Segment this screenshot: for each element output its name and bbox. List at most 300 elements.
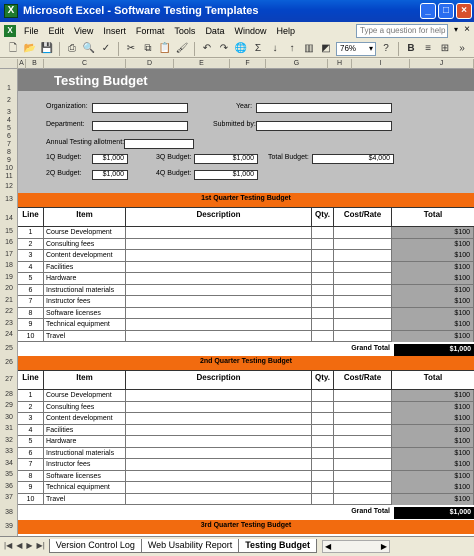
cost-rate-cell[interactable] xyxy=(334,262,392,273)
table-row[interactable] xyxy=(18,482,474,494)
cost-rate-cell[interactable] xyxy=(334,402,392,413)
line-cell[interactable]: 3 xyxy=(18,250,44,261)
column-header-a[interactable]: A xyxy=(18,59,26,69)
cost-rate-cell[interactable] xyxy=(334,448,392,459)
row-header[interactable]: 38 xyxy=(5,509,13,516)
description-cell[interactable] xyxy=(126,425,312,436)
total-cell[interactable]: $100 xyxy=(392,296,474,307)
total-cell[interactable]: $100 xyxy=(392,413,474,424)
total-cell[interactable]: $100 xyxy=(392,273,474,284)
q1-section-title: 1st Quarter Testing Budget xyxy=(201,195,291,202)
total-cell[interactable]: $100 xyxy=(392,482,474,493)
minimize-button[interactable]: _ xyxy=(420,3,436,19)
q1-budget-field[interactable]: $1,000 xyxy=(92,154,128,164)
row-header[interactable]: 16 xyxy=(5,239,13,246)
cost-rate-cell[interactable] xyxy=(334,331,392,342)
table-row[interactable] xyxy=(18,331,474,343)
qty-cell[interactable] xyxy=(312,402,334,413)
row-header[interactable]: 29 xyxy=(5,402,13,409)
row-header[interactable]: 13 xyxy=(5,196,13,203)
total-cell[interactable]: $100 xyxy=(392,285,474,296)
q2-section-band xyxy=(18,356,474,370)
excel-icon: X xyxy=(4,4,18,18)
description-cell[interactable] xyxy=(126,471,312,482)
undo-icon[interactable]: ↶ xyxy=(202,42,212,54)
first-sheet-icon[interactable]: |◀ xyxy=(4,541,13,550)
toolbar-separator xyxy=(194,42,195,56)
cost-rate-column-header: Cost/Rate xyxy=(334,208,392,226)
line-cell[interactable]: 6 xyxy=(18,285,44,296)
sort-ascending-icon[interactable]: ↓ xyxy=(272,42,278,54)
column-header-b[interactable]: B xyxy=(26,59,44,69)
item-cell[interactable]: Hardware xyxy=(44,436,126,447)
grand-total-label: Grand Total xyxy=(351,345,390,352)
qty-cell[interactable] xyxy=(312,262,334,273)
total-budget-label: Total Budget: xyxy=(268,154,309,161)
qty-column-header: Qty. xyxy=(312,208,334,226)
grand-total-value[interactable]: $1,000 xyxy=(394,507,474,519)
year-label: Year: xyxy=(236,103,253,110)
table-row[interactable] xyxy=(18,402,474,414)
line-cell[interactable]: 4 xyxy=(18,425,44,436)
qty-cell[interactable] xyxy=(312,459,334,470)
qty-cell[interactable] xyxy=(312,227,334,238)
menu-bar xyxy=(0,22,474,40)
table-row[interactable] xyxy=(18,459,474,471)
table-row[interactable] xyxy=(18,227,474,239)
item-cell[interactable]: Hardware xyxy=(44,273,126,284)
line-cell[interactable]: 1 xyxy=(18,227,44,238)
table-row[interactable] xyxy=(18,494,474,506)
spelling-icon[interactable]: ✓ xyxy=(101,42,111,54)
previous-sheet-icon[interactable]: ◀ xyxy=(16,541,23,550)
line-cell[interactable]: 6 xyxy=(18,448,44,459)
table-row[interactable] xyxy=(18,413,474,425)
workbook-close-icon[interactable]: × xyxy=(464,24,470,35)
menu-data[interactable]: Data xyxy=(205,26,225,36)
description-cell[interactable] xyxy=(126,308,312,319)
zoom-select[interactable]: 76% ▾ xyxy=(336,42,376,56)
title-bar xyxy=(0,0,474,22)
q2-section-title: 2nd Quarter Testing Budget xyxy=(199,358,293,365)
tab-web-usability-report[interactable]: Web Usability Report xyxy=(141,539,239,553)
q4-budget-field[interactable]: $1,000 xyxy=(194,170,258,180)
workbook-icon[interactable]: X xyxy=(4,25,16,37)
menu-window[interactable]: Window xyxy=(234,26,267,36)
chart-wizard-icon[interactable]: ▥ xyxy=(304,42,314,54)
select-all-corner[interactable] xyxy=(0,59,18,69)
row-header[interactable]: 6 xyxy=(7,133,11,140)
description-column-header: Description xyxy=(126,371,312,389)
row-header[interactable]: 8 xyxy=(7,149,11,156)
q3-budget-field[interactable]: $1,000 xyxy=(194,154,258,164)
row-header[interactable]: 10 xyxy=(5,165,13,172)
menu-edit[interactable]: Edit xyxy=(48,26,65,36)
cost-rate-column-header: Cost/Rate xyxy=(334,371,392,389)
cost-rate-cell[interactable] xyxy=(334,471,392,482)
column-header-i[interactable]: I xyxy=(352,59,410,69)
line-cell[interactable]: 5 xyxy=(18,273,44,284)
description-column-header: Description xyxy=(126,208,312,226)
line-cell[interactable]: 4 xyxy=(18,262,44,273)
column-header-g[interactable]: G xyxy=(266,59,328,69)
item-cell[interactable]: Course Development xyxy=(44,227,126,238)
q3-budget-label: 3Q Budget: xyxy=(156,154,192,161)
row-header[interactable]: 7 xyxy=(7,141,11,148)
qty-cell[interactable] xyxy=(312,239,334,250)
total-budget-field[interactable]: $4,000 xyxy=(312,154,394,164)
row-header[interactable]: 15 xyxy=(5,228,13,235)
table-row[interactable] xyxy=(18,262,474,274)
row-header[interactable]: 28 xyxy=(5,391,13,398)
table-row[interactable] xyxy=(18,471,474,483)
item-cell[interactable]: Instructor fees xyxy=(44,296,126,307)
column-header-f[interactable]: F xyxy=(230,59,266,69)
qty-cell[interactable] xyxy=(312,425,334,436)
item-cell[interactable]: Instructor fees xyxy=(44,459,126,470)
q2-table-header xyxy=(18,370,474,390)
qty-cell[interactable] xyxy=(312,413,334,424)
line-cell[interactable]: 2 xyxy=(18,239,44,250)
qty-cell[interactable] xyxy=(312,494,334,505)
open-icon[interactable]: 📂 xyxy=(23,42,37,54)
description-cell[interactable] xyxy=(126,239,312,250)
sheet-title: Testing Budget xyxy=(54,73,148,88)
cost-rate-cell[interactable] xyxy=(334,482,392,493)
cost-rate-cell[interactable] xyxy=(334,296,392,307)
line-cell[interactable]: 8 xyxy=(18,471,44,482)
department-field[interactable] xyxy=(92,121,188,131)
item-cell[interactable]: Technical equipment xyxy=(44,319,126,330)
qty-cell[interactable] xyxy=(312,436,334,447)
toolbar-separator xyxy=(118,42,119,56)
q1-budget-label: 1Q Budget: xyxy=(46,154,82,161)
row-header[interactable]: 12 xyxy=(5,183,13,190)
cost-rate-cell[interactable] xyxy=(334,227,392,238)
organization-field[interactable] xyxy=(92,103,188,113)
row-header[interactable]: 25 xyxy=(5,345,13,352)
row-header[interactable]: 4 xyxy=(7,117,11,124)
help-icon[interactable]: ? xyxy=(383,42,389,54)
row-header[interactable]: 33 xyxy=(5,448,13,455)
description-cell[interactable] xyxy=(126,448,312,459)
qty-column-header: Qty. xyxy=(312,371,334,389)
format-painter-icon[interactable]: 🖌 xyxy=(175,42,189,54)
row-header[interactable]: 3 xyxy=(7,109,11,116)
total-cell[interactable]: $100 xyxy=(392,390,474,401)
total-cell[interactable]: $100 xyxy=(392,250,474,261)
total-cell[interactable]: $100 xyxy=(392,494,474,505)
submitted-by-label: Submitted by: xyxy=(213,121,256,128)
row-headers xyxy=(0,69,18,536)
description-cell[interactable] xyxy=(126,250,312,261)
department-label: Department: xyxy=(46,121,85,128)
help-dropdown-icon[interactable]: ▾ xyxy=(453,25,458,34)
qty-cell[interactable] xyxy=(312,482,334,493)
row-header[interactable]: 17 xyxy=(5,251,13,258)
row-header[interactable]: 37 xyxy=(5,494,13,501)
line-column-header: Line xyxy=(18,208,44,226)
line-cell[interactable]: 1 xyxy=(18,390,44,401)
item-column-header: Item xyxy=(44,208,126,226)
maximize-button[interactable]: □ xyxy=(438,3,454,19)
hyperlink-icon[interactable]: 🌐 xyxy=(234,42,248,54)
row-header[interactable]: 30 xyxy=(5,414,13,421)
line-cell[interactable]: 5 xyxy=(18,436,44,447)
cost-rate-cell[interactable] xyxy=(334,273,392,284)
row-header[interactable]: 5 xyxy=(7,125,11,132)
item-cell[interactable]: Consulting fees xyxy=(44,239,126,250)
table-row[interactable] xyxy=(18,425,474,437)
next-sheet-icon[interactable]: ▶ xyxy=(26,541,33,550)
row-header[interactable]: 31 xyxy=(5,425,13,432)
cost-rate-cell[interactable] xyxy=(334,436,392,447)
help-search-input[interactable]: Type a question for help xyxy=(356,24,448,38)
print-preview-icon[interactable]: 🔍 xyxy=(82,42,96,54)
item-cell[interactable]: Instructional materials xyxy=(44,285,126,296)
table-row[interactable] xyxy=(18,239,474,251)
save-icon[interactable]: 💾 xyxy=(40,42,54,54)
column-header-j[interactable]: J xyxy=(410,59,474,69)
row-header[interactable]: 24 xyxy=(5,331,13,338)
item-cell[interactable]: Content development xyxy=(44,413,126,424)
line-cell[interactable]: 7 xyxy=(18,459,44,470)
annual-allotment-label: Annual Testing allotment: xyxy=(46,139,125,146)
total-cell[interactable]: $100 xyxy=(392,436,474,447)
table-row[interactable] xyxy=(18,308,474,320)
description-cell[interactable] xyxy=(126,331,312,342)
q1-table-header xyxy=(18,207,474,227)
table-row[interactable] xyxy=(18,285,474,297)
description-cell[interactable] xyxy=(126,482,312,493)
menu-help[interactable]: Help xyxy=(276,26,295,36)
description-cell[interactable] xyxy=(126,227,312,238)
total-cell[interactable]: $100 xyxy=(392,425,474,436)
description-cell[interactable] xyxy=(126,296,312,307)
table-row[interactable] xyxy=(18,296,474,308)
toolbar-separator xyxy=(59,42,60,56)
item-cell[interactable]: Software licenses xyxy=(44,471,126,482)
drawing-icon[interactable]: ◩ xyxy=(321,42,331,54)
row-header[interactable]: 36 xyxy=(5,483,13,490)
description-cell[interactable] xyxy=(126,390,312,401)
toolbar-separator xyxy=(398,42,399,56)
column-header-h[interactable]: H xyxy=(328,59,352,69)
item-cell[interactable]: Travel xyxy=(44,494,126,505)
table-row[interactable] xyxy=(18,390,474,402)
autosum-icon[interactable]: Σ xyxy=(254,42,262,54)
qty-cell[interactable] xyxy=(312,250,334,261)
organization-label: Organization: xyxy=(46,103,88,110)
row-header[interactable]: 9 xyxy=(7,157,11,164)
menu-insert[interactable]: Insert xyxy=(103,26,126,36)
tab-testing-budget[interactable]: Testing Budget xyxy=(238,539,317,553)
line-cell[interactable]: 9 xyxy=(18,482,44,493)
line-cell[interactable]: 8 xyxy=(18,308,44,319)
table-row[interactable] xyxy=(18,448,474,460)
line-cell[interactable]: 3 xyxy=(18,413,44,424)
total-column-header: Total xyxy=(423,210,443,219)
row-header[interactable]: 2 xyxy=(7,97,11,104)
item-cell[interactable]: Travel xyxy=(44,331,126,342)
last-sheet-icon[interactable]: ▶| xyxy=(36,541,45,550)
scroll-right-icon[interactable]: ▶ xyxy=(380,542,388,551)
row-header[interactable]: 14 xyxy=(5,215,13,222)
row-header[interactable]: 35 xyxy=(5,471,13,478)
toolbar-options-icon[interactable]: » xyxy=(459,42,465,54)
total-cell[interactable]: $100 xyxy=(392,448,474,459)
grand-total-label: Grand Total xyxy=(351,508,390,515)
qty-cell[interactable] xyxy=(312,319,334,330)
total-cell[interactable]: $100 xyxy=(392,331,474,342)
cost-rate-cell[interactable] xyxy=(334,425,392,436)
q3-section-band xyxy=(18,520,474,534)
row-header[interactable]: 18 xyxy=(5,262,13,269)
table-row[interactable] xyxy=(18,319,474,331)
q3-section-title: 3rd Quarter Testing Budget xyxy=(200,522,292,529)
column-headers xyxy=(0,59,474,69)
table-row[interactable] xyxy=(18,273,474,285)
description-cell[interactable] xyxy=(126,494,312,505)
total-cell[interactable]: $100 xyxy=(392,471,474,482)
menu-file[interactable]: File xyxy=(24,26,39,36)
cost-rate-cell[interactable] xyxy=(334,494,392,505)
row-header[interactable]: 21 xyxy=(5,297,13,304)
row-header[interactable]: 32 xyxy=(5,437,13,444)
description-cell[interactable] xyxy=(126,402,312,413)
align-left-icon[interactable]: ≡ xyxy=(425,42,431,54)
line-cell[interactable]: 2 xyxy=(18,402,44,413)
menu-format[interactable]: Format xyxy=(135,26,165,36)
cut-icon[interactable]: ✂ xyxy=(126,42,136,54)
item-cell[interactable]: Consulting fees xyxy=(44,402,126,413)
cost-rate-cell[interactable] xyxy=(334,413,392,424)
line-cell[interactable]: 10 xyxy=(18,494,44,505)
column-header-d[interactable]: D xyxy=(126,59,174,69)
item-cell[interactable]: Software licenses xyxy=(44,308,126,319)
row-header[interactable]: 11 xyxy=(5,173,13,180)
description-cell[interactable] xyxy=(126,262,312,273)
total-cell[interactable]: $100 xyxy=(392,227,474,238)
row-header[interactable]: 22 xyxy=(5,308,13,315)
qty-cell[interactable] xyxy=(312,390,334,401)
total-cell[interactable]: $100 xyxy=(392,319,474,330)
cost-rate-cell[interactable] xyxy=(334,319,392,330)
item-cell[interactable]: Facilities xyxy=(44,425,126,436)
budget-header-panel xyxy=(18,91,474,197)
line-cell[interactable]: 7 xyxy=(18,296,44,307)
total-cell[interactable]: $100 xyxy=(392,402,474,413)
year-field[interactable] xyxy=(256,103,392,113)
description-cell[interactable] xyxy=(126,436,312,447)
table-row[interactable] xyxy=(18,436,474,448)
copy-icon[interactable]: ⧉ xyxy=(144,42,152,54)
description-cell[interactable] xyxy=(126,285,312,296)
worksheet-grid[interactable] xyxy=(18,69,474,536)
new-icon[interactable]: 🗋 xyxy=(8,42,18,54)
total-cell[interactable]: $100 xyxy=(392,459,474,470)
q1-grand-total-row xyxy=(18,344,474,356)
line-column-header: Line xyxy=(18,371,44,389)
borders-icon[interactable]: ⊞ xyxy=(440,42,450,54)
cost-rate-cell[interactable] xyxy=(334,390,392,401)
total-column-header: Total xyxy=(423,373,443,382)
total-cell[interactable]: $100 xyxy=(392,308,474,319)
qty-cell[interactable] xyxy=(312,471,334,482)
q1-section-band xyxy=(18,193,474,207)
row-header[interactable]: 1 xyxy=(7,85,11,92)
row-header[interactable]: 26 xyxy=(5,359,13,366)
cost-rate-cell[interactable] xyxy=(334,459,392,470)
total-cell[interactable]: $100 xyxy=(392,262,474,273)
qty-cell[interactable] xyxy=(312,448,334,459)
cost-rate-cell[interactable] xyxy=(334,308,392,319)
item-cell[interactable]: Facilities xyxy=(44,262,126,273)
bold-icon[interactable]: B xyxy=(407,42,415,54)
qty-cell[interactable] xyxy=(312,331,334,342)
q2-budget-field[interactable]: $1,000 xyxy=(92,170,128,180)
paste-icon[interactable]: 📋 xyxy=(158,42,172,54)
redo-icon[interactable]: ↷ xyxy=(219,42,229,54)
print-icon[interactable]: ⎙ xyxy=(68,42,76,54)
description-cell[interactable] xyxy=(126,319,312,330)
grand-total-value[interactable]: $1,000 xyxy=(394,344,474,356)
description-cell[interactable] xyxy=(126,413,312,424)
qty-cell[interactable] xyxy=(312,308,334,319)
line-cell[interactable]: 9 xyxy=(18,319,44,330)
standard-toolbar xyxy=(0,40,474,58)
row-header[interactable]: 20 xyxy=(5,285,13,292)
q2-grand-total-row xyxy=(18,507,474,519)
total-cell[interactable]: $100 xyxy=(392,239,474,250)
description-cell[interactable] xyxy=(126,459,312,470)
description-cell[interactable] xyxy=(126,273,312,284)
annual-allotment-field[interactable] xyxy=(124,139,194,149)
item-column-header: Item xyxy=(44,371,126,389)
qty-cell[interactable] xyxy=(312,296,334,307)
close-button[interactable]: × xyxy=(456,3,472,19)
scroll-left-icon[interactable]: ◀ xyxy=(325,542,332,551)
window-title: Microsoft Excel - Software Testing Templates xyxy=(23,5,259,17)
tab-version-control-log[interactable]: Version Control Log xyxy=(49,539,142,553)
item-cell[interactable]: Content development xyxy=(44,250,126,261)
row-header[interactable]: 34 xyxy=(5,460,13,467)
row-header[interactable]: 19 xyxy=(5,274,13,281)
cost-rate-cell[interactable] xyxy=(334,250,392,261)
item-cell[interactable]: Course Development xyxy=(44,390,126,401)
item-cell[interactable]: Technical equipment xyxy=(44,482,126,493)
sheet-tab-bar xyxy=(0,536,474,556)
cost-rate-cell[interactable] xyxy=(334,285,392,296)
sort-descending-icon[interactable]: ↑ xyxy=(289,42,295,54)
table-row[interactable] xyxy=(18,250,474,262)
horizontal-scrollbar[interactable] xyxy=(322,540,390,553)
row-header[interactable]: 23 xyxy=(5,320,13,327)
cost-rate-cell[interactable] xyxy=(334,239,392,250)
menu-tools[interactable]: Tools xyxy=(174,26,196,36)
qty-cell[interactable] xyxy=(312,273,334,284)
submitted-by-field[interactable] xyxy=(256,121,392,131)
column-header-c[interactable]: C xyxy=(44,59,126,69)
column-header-e[interactable]: E xyxy=(174,59,230,69)
row-header[interactable]: 27 xyxy=(5,376,13,383)
qty-cell[interactable] xyxy=(312,285,334,296)
line-cell[interactable]: 10 xyxy=(18,331,44,342)
menu-view[interactable]: View xyxy=(74,26,94,36)
row-header[interactable]: 39 xyxy=(5,523,13,530)
q2-budget-label: 2Q Budget: xyxy=(46,170,82,177)
item-cell[interactable]: Instructional materials xyxy=(44,448,126,459)
